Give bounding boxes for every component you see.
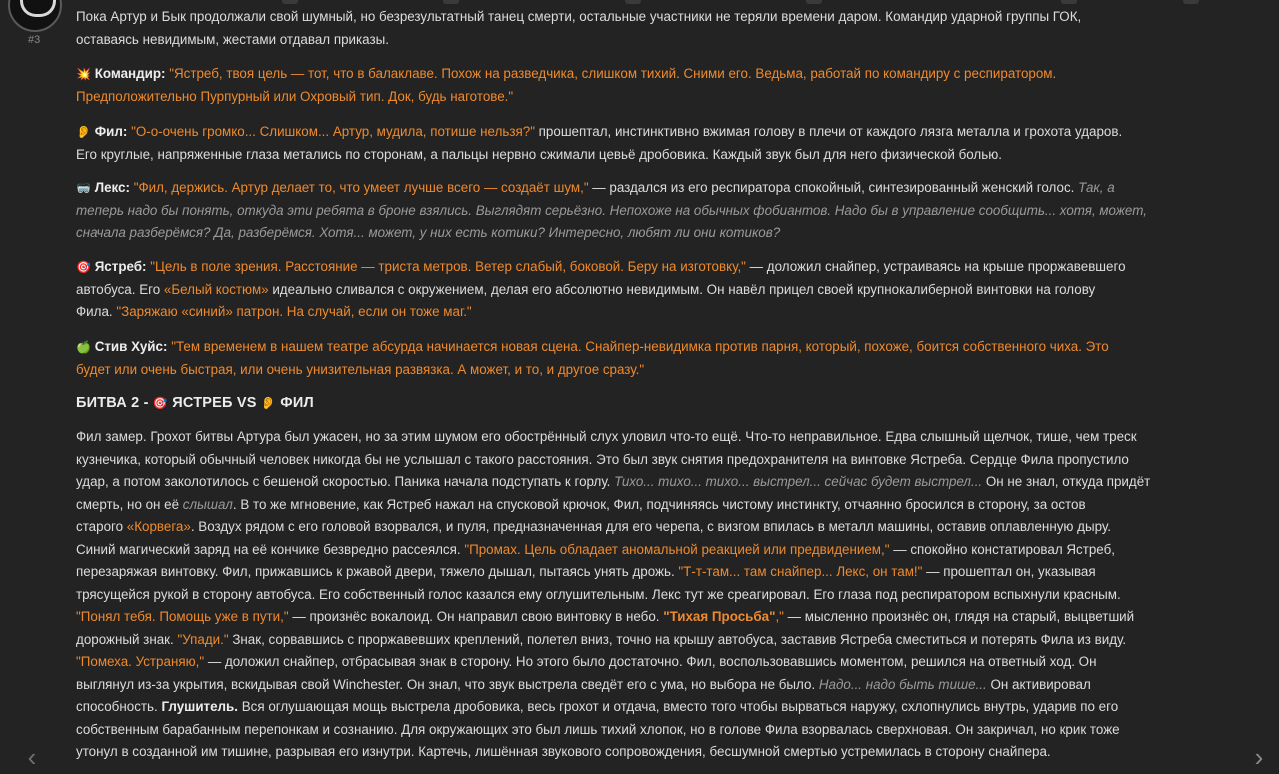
battle-heading: БИТВА 2 - 🎯 ЯСТРЕБ VS 👂 ФИЛ xyxy=(76,395,314,411)
speaker-name: Командир: xyxy=(94,66,166,81)
ear-icon: 👂 xyxy=(260,396,277,410)
chevron-right-icon[interactable]: › xyxy=(1254,742,1264,772)
chevron-left-icon[interactable]: ‹ xyxy=(27,742,37,772)
avatar[interactable] xyxy=(8,0,62,32)
paragraph-battle: Фил замер. Грохот битвы Артура был ужасен, но за этим шумом его обострённый слух уловил что-то ещё. Что-то неправильное. Едва слышный щелчок, тише, чем треск кузнечика, который обычный человек никогда бы не услышал с такого расстояния. Это был звук снятия предохранителя на винтовке Ястреба. Сердце Фила пропустило удар, а потом заколотилось с бешеной скоростью. Паника начала подступать к горлу. Тихо... тихо... тихо... выстрел... сейчас будет выстрел... Он не знал, откуда придёт смерть, но он её слышал. В то же мгновение, как Ястреб нажал на спусковой крючок, Фил, подчиняясь чистому инстинкту, отчаянно бросился в сторону, за остов старого «Корвега». Воздух рядом с его головой взорвался, и пуля, предназначенная для его черепа, с визгом впилась в металл машины, оставив оплавленную дыру. Синий магический заряд на её кончике безвредно рассеялся. "Промах. Цель обладает аномальной реакцией или предвидением," — спокойно констатировал Ястреб, перезаряжая винтовку. Фил, прижавшись к ржавой двери, тяжело дышал, пытаясь унять дрожь. "Т-т-там... там снайпер... Лекс, он там!" — прошептал он, указывая трясущейся рукой в сторону автобуса. Его собственный голос казался ему оглушительным. Лекс тут же среагировал. Его глаза под респиратором вспыхнули красным. "Понял тебя. Помощь уже в пути," — произнёс вокалоид. Он направил свою винтовку в небо. "Тихая Просьба"," — мысленно произнёс он, глядя на старый, выцветший дорожный знак. "Упади." Знак, сорвавшись с проржавевших креплений, полетел вниз, точно на крышу автобуса, заставив Ястреба сместиться и потерять Фила из виду. "Помеха. Устраняю," — доложил снайпер, отбрасывая знак в сторону. Но этого было достаточно. Фил, воспользовавшись моментом, решился на ответный ход. Он выглянул из-за укрытия, вскидывая свой Winchester. Он знал, что звук выстрела сведёт его с ума, но выбора не было. Надо... надо быть тише... Он активировал способность. Глушитель. Вся оглушающая мощь выстрела дробовика, весь грохот и отдача, вместо того чтобы вырваться наружу, схлопнулись внутрь, ударив по его собственным барабанным перепонкам и сознанию. Для окружающих это был лишь тихий хлопок, но в голове Фила взорвалась сверхновая. Он закричал, но крик тоже утонул в созданной им тишине, разрывая его изнутри. Картечь, лишённая звукового сопровождения, бесшумной смертью устремилась в сторону снайпера. xyxy=(76,429,1151,759)
paragraph-fil: 👂 Фил: "О-о-очень громко... Слишком... Артур, мудила, потише нельзя?" прошептал, инстинктивно вжимая голову в плечи от каждого лязга металла и грохота ударов. Его круглые, напряженные глаза метались по сторонам, а пальцы нервно сжимали цевьё дробовика. Каждый звук был для него физической болью. xyxy=(76,124,1123,162)
paragraph-intro: Пока Артур и Бык продолжали свой шумный, но безрезультатный танец смерти, остальные участники не теряли времени даром. Командир ударной группы ГОК, оставаясь невидимым, жестами отдавал приказы. xyxy=(76,9,1082,47)
toolbar-icon[interactable] xyxy=(282,0,298,4)
speaker-name: Фил: xyxy=(94,124,128,139)
item-name: «Белый костюм» xyxy=(163,281,269,297)
goggles-icon: 🥽 xyxy=(76,181,91,195)
toolbar-icon[interactable] xyxy=(1183,0,1199,4)
item-name: «Корвега» xyxy=(126,519,191,534)
target-icon: 🎯 xyxy=(76,260,91,274)
paragraph-hawk: 🎯 Ястреб: "Цель в поле зрения. Расстояние — триста метров. Ветер слабый, боковой. Беру на изготовку," — доложил снайпер, устраиваясь на крыше проржавевшего автобуса. Его «Белый костюм» идеально сливался с окружением, делая его абсолютно невидимым. Он навёл прицел своей крупнокалиберной винтовки на голову Фила. "Заряжаю «синий» патрон. На случай, если он тоже маг." xyxy=(76,259,1126,319)
paragraph-steve: 🍏 Стив Хуйс: "Тем временем в нашем театре абсурда начинается новая сцена. Снайпер-невидимка против парня, который, похоже, боится собственного чиха. Это будет или очень быстрая, или очень унизительная развязка. А может, и то, и другое сразу." xyxy=(76,339,1109,377)
target-icon: 🎯 xyxy=(152,396,169,410)
post-number: #3 xyxy=(28,34,41,46)
ear-icon: 👂 xyxy=(76,125,91,139)
toolbar-icon[interactable] xyxy=(443,0,459,4)
toolbar-icon[interactable] xyxy=(1061,0,1077,4)
toolbar-icon[interactable] xyxy=(806,0,822,4)
paragraph-lex: 🥽 Лекс: "Фил, держись. Артур делает то, что умеет лучше всего — создаёт шум," — раздался из его респиратора спокойный, синтезированный женский голос. Так, а теперь надо бы понять, откуда эти ребята в броне взялись. Выглядят серьёзно. Непохоже на обычных фобиантов. Надо бы в управление сообщить... хотя, может, сначала разберёмся? Да, разберёмся. Хотя... может, у них есть котики? Интересно, любят ли они котиков? xyxy=(76,180,1147,240)
explosion-icon: 💥 xyxy=(76,67,91,81)
toolbar-icon[interactable] xyxy=(625,0,641,4)
ability-name: Глушитель. xyxy=(161,699,239,714)
paragraph-commander: 💥 Командир: "Ястреб, твоя цель — тот, что в балаклаве. Похож на разведчика, слишком тихий. Сними его. Ведьма, работай по командиру с респиратором. Предположительно Пурпурный или Охровый тип. Док, будь наготове." xyxy=(76,66,1057,104)
speaker-name: Стив Хуйс: xyxy=(94,339,168,354)
apple-icon: 🍏 xyxy=(76,340,91,354)
ability-name: "Тихая Просьба" xyxy=(663,609,776,624)
speaker-name: Лекс: xyxy=(94,180,130,195)
speaker-name: Ястреб: xyxy=(94,259,147,274)
